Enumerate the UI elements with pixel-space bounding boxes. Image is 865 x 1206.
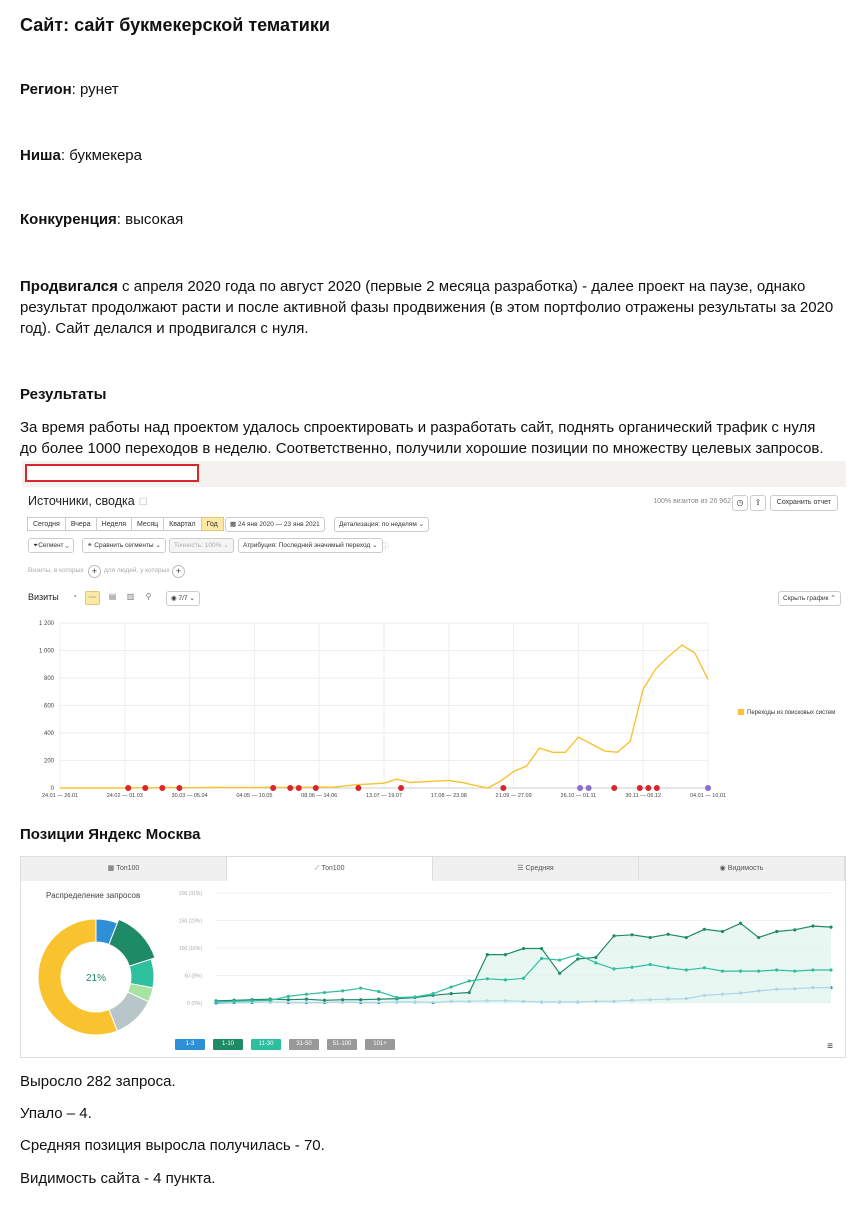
data-point xyxy=(540,957,543,960)
x-tick-label: 04.05 — 10.05 xyxy=(236,793,273,799)
tab-visibility[interactable] xyxy=(639,857,845,881)
bookmark-icon[interactable]: ☐ xyxy=(138,497,148,508)
data-point xyxy=(359,987,362,990)
highlight-box xyxy=(25,464,199,482)
detail-select[interactable] xyxy=(334,517,429,532)
help-icon[interactable]: ⓘ xyxy=(382,543,389,550)
compare-text: Сравнить сегменты xyxy=(94,542,154,549)
tab-top100-table[interactable] xyxy=(21,857,227,881)
region-line xyxy=(20,79,835,100)
competition-label: Конкуренция xyxy=(20,211,117,228)
data-point xyxy=(359,998,362,1001)
positions-heading: Позиции Яндекс Москва xyxy=(20,826,201,843)
tab-label: Видимость xyxy=(727,865,764,872)
list-icon: ☰ xyxy=(517,865,526,872)
y-tick-label: 200 xyxy=(43,758,54,765)
competition-line xyxy=(20,209,835,230)
period-month[interactable]: Месяц xyxy=(131,517,164,531)
data-point xyxy=(630,966,633,969)
comment-icon: ◉ xyxy=(171,595,179,602)
competition-value: : высокая xyxy=(116,211,184,228)
y-tick-label: 0 xyxy=(50,786,54,792)
filter-icon: ⏷ xyxy=(33,542,39,549)
annotation-marker xyxy=(270,785,276,791)
tab-label: Топ100 xyxy=(321,865,345,872)
filter-1-3-button[interactable]: 1-3 xyxy=(175,1039,205,1050)
period-quarter[interactable]: Квартал xyxy=(163,517,201,531)
data-point xyxy=(667,966,670,969)
segment-button[interactable]: ⏷Сегмент ⌄ xyxy=(28,538,74,553)
add-people-condition-button[interactable]: + xyxy=(172,565,185,578)
data-point xyxy=(522,947,525,950)
annotation-marker xyxy=(586,785,592,791)
save-report-button[interactable]: Сохранить отчет xyxy=(770,495,838,511)
period-year[interactable]: Год xyxy=(201,517,224,531)
y-tick-label: 150 (23%) xyxy=(178,918,202,925)
annotation-marker xyxy=(313,785,319,791)
grew-text: Выросло 282 запроса. xyxy=(20,1073,176,1090)
data-point xyxy=(323,991,326,994)
fell-text: Упало – 4. xyxy=(20,1105,92,1122)
period-today[interactable]: Сегодня xyxy=(27,517,66,531)
data-point xyxy=(649,936,652,939)
x-tick-label: 04.01 — 10.01 xyxy=(689,793,727,799)
annotation-marker xyxy=(287,785,293,791)
data-point xyxy=(305,998,308,1001)
data-point xyxy=(431,992,434,995)
data-point xyxy=(576,953,579,956)
distribution-title: Распределение запросов xyxy=(46,891,141,900)
line-chart-icon[interactable]: 〰 xyxy=(85,591,100,605)
data-point xyxy=(612,934,615,937)
series-area-1-10 xyxy=(216,923,831,1003)
data-point xyxy=(721,970,724,973)
data-point xyxy=(395,996,398,999)
data-point xyxy=(504,978,507,981)
data-point xyxy=(468,979,471,982)
x-tick-label: 21.09 — 27.09 xyxy=(495,793,532,799)
data-point xyxy=(287,998,290,1001)
annotation-marker xyxy=(125,785,131,791)
annotation-marker xyxy=(705,785,711,791)
pie-chart-icon[interactable]: ◔ xyxy=(72,592,77,601)
annotation-marker xyxy=(611,785,617,791)
data-point xyxy=(811,968,814,971)
series-count: 7/7 xyxy=(178,595,188,602)
data-point xyxy=(468,991,471,994)
annotation-marker xyxy=(296,785,302,791)
niche-line xyxy=(20,145,835,166)
data-point xyxy=(721,930,724,933)
annotation-marker xyxy=(398,785,404,791)
period-selector xyxy=(28,517,224,531)
data-point xyxy=(757,970,760,973)
promo-label: Продвигался xyxy=(20,278,118,295)
annotation-marker xyxy=(355,785,361,791)
data-point xyxy=(450,985,453,988)
annotation-marker xyxy=(500,785,506,791)
data-point xyxy=(793,928,796,931)
data-point xyxy=(287,995,290,998)
data-point xyxy=(775,968,778,971)
table-icon: ▦ xyxy=(107,865,117,872)
date-range-text: 24 янв 2020 — 23 янв 2021 xyxy=(237,521,320,528)
data-point xyxy=(576,957,579,960)
region-value: : рунет xyxy=(71,81,119,98)
data-point xyxy=(829,926,832,929)
y-tick-label: 800 xyxy=(43,676,54,682)
y-tick-label: 100 (16%) xyxy=(178,946,202,952)
promo-text: с апреля 2020 года по август 2020 (первые 2 месяца разработка) - далее проект на паузе, однако результат продолжают расти и после активной фазы продвижения (в этом портфолио отражены результаты за 2020 год). Сайт делался и продвигался с нуля. xyxy=(20,278,834,337)
date-range-picker[interactable] xyxy=(225,517,325,532)
x-tick-label: 30.11 — 06.12 xyxy=(625,793,662,799)
eye-icon: ◉ xyxy=(719,865,728,872)
data-point xyxy=(305,993,308,996)
annotation-marker xyxy=(645,785,651,791)
area-chart-icon[interactable]: ▤ xyxy=(108,592,117,601)
data-point xyxy=(649,963,652,966)
positions-screenshot xyxy=(20,856,846,1058)
y-tick-label: 0 (0%) xyxy=(187,1001,202,1007)
region-label: Регион xyxy=(20,81,72,98)
share-icon[interactable]: ⇪ xyxy=(750,495,766,511)
legend-swatch xyxy=(738,709,744,715)
annotation-marker xyxy=(142,785,148,791)
data-point xyxy=(377,998,380,1001)
chart-icon: ⟋ xyxy=(314,865,322,872)
x-tick-label: 30.03 — 05.04 xyxy=(171,793,208,799)
data-point xyxy=(251,999,254,1002)
tab-label: Средняя xyxy=(525,865,554,872)
compare-segments-button[interactable]: ⚭ Сравнить сегменты ⌄ xyxy=(82,538,166,553)
x-tick-label: 24.02 — 01.03 xyxy=(106,793,143,799)
filter-31-50-button[interactable]: 31-50 xyxy=(289,1039,319,1050)
y-tick-label: 1 200 xyxy=(38,621,54,627)
series-select[interactable]: ◉ 7/7 ⌄ xyxy=(166,591,200,606)
data-point xyxy=(612,967,615,970)
data-point xyxy=(739,970,742,973)
data-point xyxy=(829,968,832,971)
visits-stat: 100% визитов из 26 962 xyxy=(653,498,731,505)
annotation-marker xyxy=(159,785,165,791)
data-point xyxy=(775,930,778,933)
segment-text: Сегмент xyxy=(38,542,64,549)
results-text: За время работы над проектом удалось спроектировать и разработать сайт, поднять органический трафик с нуля до более 1000 переходов в неделю. Соответственно, получили хорошие позиции по множеству целевых запросов. xyxy=(20,419,824,457)
data-point xyxy=(558,959,561,962)
period-week[interactable]: Неделя xyxy=(96,517,132,531)
data-point xyxy=(522,977,525,980)
data-point xyxy=(667,933,670,936)
donut-slice-1-10 xyxy=(109,919,155,966)
map-icon[interactable]: ⚲ xyxy=(145,592,152,601)
hide-chart-text: Скрыть график xyxy=(783,595,829,602)
x-tick-label: 17.08 — 23.08 xyxy=(430,793,467,799)
x-tick-label: 24.01 — 26.01 xyxy=(41,793,79,799)
for-people-label: для людей, у которых xyxy=(104,567,170,574)
attribution-select[interactable]: Атрибуция: Последний значимый переход ⌄ xyxy=(238,538,383,553)
data-point xyxy=(630,933,633,936)
page-title: Сайт: сайт букмекерской тематики xyxy=(20,15,330,35)
x-tick-label: 13.07 — 19.07 xyxy=(365,793,403,799)
add-visits-condition-button[interactable]: + xyxy=(88,565,101,578)
data-point xyxy=(450,992,453,995)
data-point xyxy=(323,999,326,1002)
results-heading: Результаты xyxy=(20,386,107,403)
data-point xyxy=(685,936,688,939)
x-tick-label: 08.06 — 14.06 xyxy=(301,793,338,799)
tab-average[interactable] xyxy=(433,857,639,881)
data-point xyxy=(594,961,597,964)
accuracy-select[interactable]: Точность: 100% ⌄ xyxy=(169,538,234,553)
x-tick-label: 26.10 — 01.11 xyxy=(560,793,597,799)
data-point xyxy=(811,924,814,927)
tab-label: Топ100 xyxy=(116,865,140,872)
data-point xyxy=(486,953,489,956)
data-point xyxy=(703,966,706,969)
data-point xyxy=(413,995,416,998)
tab-top100-chart[interactable] xyxy=(227,857,433,881)
data-point xyxy=(214,1000,217,1003)
y-tick-label: 400 xyxy=(43,731,54,737)
report-title-text: Источники, сводка xyxy=(28,494,135,508)
positions-chart xyxy=(21,881,845,1061)
filter-1-10-button[interactable]: 1-10 xyxy=(213,1039,243,1050)
data-point xyxy=(703,928,706,931)
data-point xyxy=(685,968,688,971)
niche-label: Ниша xyxy=(20,147,61,164)
promo-paragraph xyxy=(20,276,835,339)
accuracy-text: Точность: 100% xyxy=(174,542,222,549)
y-tick-label: 50 (8%) xyxy=(184,973,202,980)
attribution-text: Атрибуция: Последний значимый переход xyxy=(243,542,371,549)
menu-icon[interactable]: ≡ xyxy=(827,1041,833,1052)
data-point xyxy=(341,998,344,1001)
data-point xyxy=(232,1000,235,1003)
data-point xyxy=(793,970,796,973)
visits-label: Визиты xyxy=(28,592,59,602)
data-point xyxy=(341,989,344,992)
data-point xyxy=(504,953,507,956)
bar-chart-icon[interactable]: ▥ xyxy=(126,592,135,601)
data-point xyxy=(377,990,380,993)
filter-101-button[interactable]: 101+ xyxy=(365,1039,395,1050)
data-point xyxy=(594,956,597,959)
data-point xyxy=(739,922,742,925)
annotation-marker xyxy=(176,785,182,791)
annotation-marker xyxy=(637,785,643,791)
metrika-screenshot xyxy=(22,461,846,803)
filter-11-30-button[interactable]: 11-30 xyxy=(251,1039,281,1050)
y-tick-label: 600 xyxy=(43,703,54,710)
report-title xyxy=(28,494,148,508)
niche-value: : букмекера xyxy=(60,147,142,164)
data-point xyxy=(558,972,561,975)
chart-legend xyxy=(738,709,835,716)
data-point xyxy=(757,936,760,939)
data-point xyxy=(269,999,272,1002)
positions-tabs xyxy=(21,857,845,881)
period-yesterday[interactable]: Вчера xyxy=(65,517,97,531)
donut-center-label: 21% xyxy=(85,973,107,984)
filter-51-100-button[interactable]: 51-100 xyxy=(327,1039,357,1050)
data-point xyxy=(486,977,489,980)
compare-icon: ⚭ xyxy=(87,542,95,549)
annotation-marker xyxy=(577,785,583,791)
avg-text: Средняя позиция выросла получилась - 70. xyxy=(20,1137,325,1154)
visibility-text: Видимость сайта - 4 пункта. xyxy=(20,1170,216,1187)
annotation-marker xyxy=(654,785,660,791)
visits-line-chart xyxy=(22,616,846,803)
visits-where-label: Визиты, в которых xyxy=(28,567,84,574)
detail-text: Детализация: по неделям xyxy=(339,521,417,528)
data-point xyxy=(540,947,543,950)
y-tick-label: 1 000 xyxy=(38,648,54,655)
clock-icon[interactable]: ◷ xyxy=(732,495,748,511)
chevron-down-icon: ⌄ xyxy=(418,521,425,528)
calendar-icon: ▦ xyxy=(230,521,238,528)
legend-label: Переходы из поисковых систем xyxy=(747,710,836,716)
range-filter-buttons xyxy=(175,1039,395,1050)
hide-chart-button[interactable]: Скрыть график ⌃ xyxy=(778,591,841,606)
y-tick-label: 200 (31%) xyxy=(178,891,202,897)
